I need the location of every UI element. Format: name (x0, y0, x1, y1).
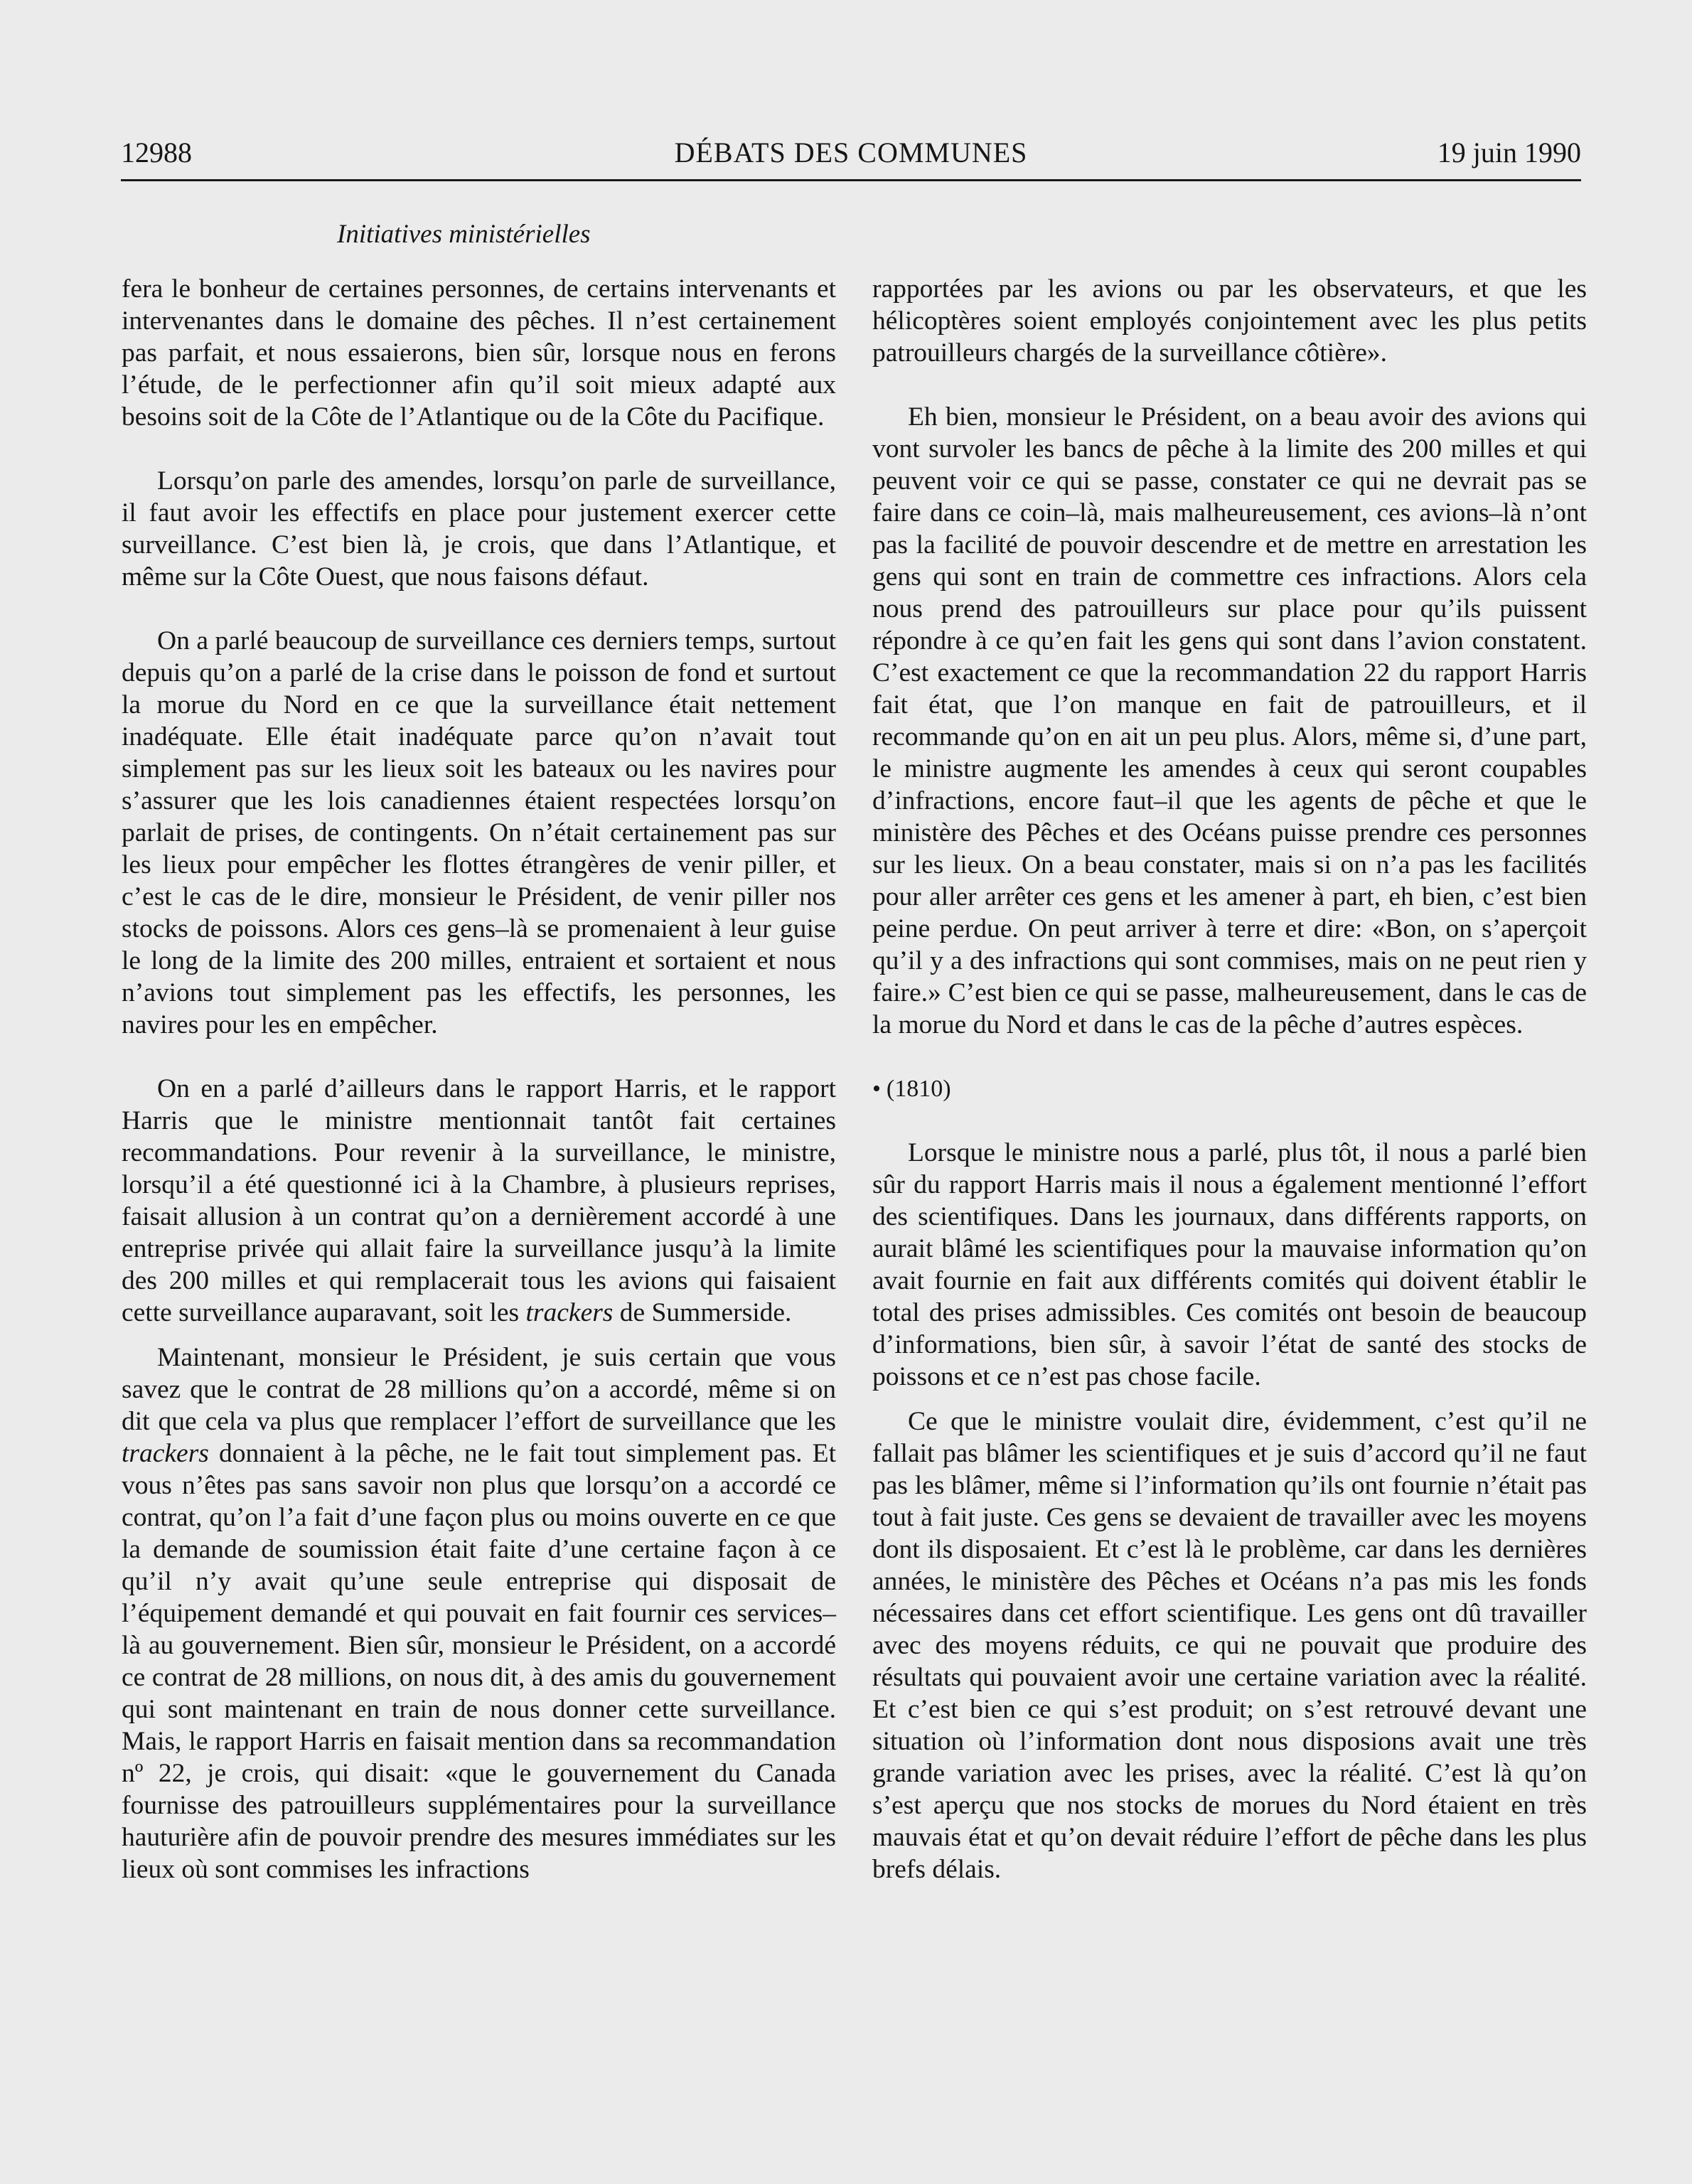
paragraph (122, 1073, 836, 1329)
paragraph (122, 1342, 836, 1885)
paragraph: Ce que le ministre voulait dire, évidemment, c’est qu’il ne fallait pas blâmer les scientifiques et je suis d’accord qu’il ne faut pas les blâmer, même si l’information qu’ils ont fournie n’était pas tout à fait juste. Ces gens se devaient de travailler avec les moyens dont ils disposaient. Et c’est là le problème, car dans les dernières années, le ministère des Pêches et Océans n’a pas mis les fonds nécessaires dans cet effort scientifique. Les gens ont dû travailler avec des moyens réduits, ce qui ne pouvait que produire des résultats qui pouvaient avoir une certaine variation avec la réalité. Et c’est bien ce qui s’est produit; on s’est retrouvé devant une situation où l’information dont nous disposions avait une très grande variation avec les prises, avec la réalité. C’est là qu’on s’est aperçu que nos stocks de morues du Nord étaient en très mauvais état et qu’on devait réduire l’effort de pêche dans les plus brefs délais. (872, 1407, 1587, 1884)
paragraph-text: On en a parlé d’ailleurs dans le rapport Harris, et le rapport Harris que le ministre mentionnait tantôt fait certaines recommandations. Pour revenir à la surveillance, le ministre, lorsqu’il a été questionné ici à la Chambre, à plusieurs reprises, faisait allusion à un contrat qu’on a dernièrement accordé à une entreprise privée qui allait faire la surveillance jusqu’à la limite des 200 milles et qui remplacerait tous les avions qui faisaient cette surveillance auparavant, soit les (122, 1074, 836, 1327)
bullet-icon: • (872, 1076, 881, 1102)
paragraph: Lorsque le ministre nous a parlé, plus tôt, il nous a parlé bien sûr du rapport Harris mais il nous a également mentionné l’effort des scientifiques. Dans les journaux, dans différents rapports, on aurait blâmé les scientifiques pour la mauvaise information qu’on avait fournie en fait aux différents comités qui doivent établir le total des prises admissibles. Ces comités ont besoin de beaucoup d’informations, bien sûr, à savoir l’état de santé des stocks de poissons et ce n’est pas chose facile. (872, 1138, 1587, 1391)
paragraph: Lorsqu’on parle des amendes, lorsqu’on parle de surveillance, il faut avoir les effectifs en place pour justement exercer cette surveillance. C’est bien là, je crois, que dans l’Atlantique, et même sur la Côte Ouest, que nous faisons défaut. (122, 466, 836, 592)
paragraph: rapportées par les avions ou par les observateurs, et que les hélicoptères soient employés conjointement avec les plus petits patrouilleurs chargés de la surveillance côtière». (872, 274, 1587, 368)
paragraph: fera le bonheur de certaines personnes, de certains intervenants et intervenantes dans le domaine des pêches. Il n’est certainement pas parfait, et nous essaierons, bien sûr, lorsque nous en ferons l’étude, de le perfectionner afin qu’il soit mieux adapté aux besoins soit de la Côte de l’Atlantique ou de la Côte du Pacifique. (122, 274, 836, 432)
header-rule (121, 179, 1581, 181)
paragraph-text: de Summerside. (613, 1298, 792, 1327)
journal-title: DÉBATS DES COMMUNES (674, 136, 1028, 168)
header-date: 19 juin 1990 (1437, 136, 1581, 168)
paragraph: Eh bien, monsieur le Président, on a beau avoir des avions qui vont survoler les bancs de pêche à la limite des 200 milles et qui peuvent voir ce qui se passe, constater ce qui ne devrait pas se faire dans ce coin–là, mais malheureusement, ces avions–là n’ont pas la facilité de pouvoir descendre et de mettre en arrestation les gens qui sont en train de commettre ces infractions. Alors cela nous prend des patrouilleurs sur place pour qu’ils puissent répondre à ce qu’en fait les gens qui sont dans l’avion constatent. C’est exactement ce que la recommandation 22 du rapport Harris fait état, que l’on manque en fait de patrouilleurs, et il recommande qu’on en ait un peu plus. Alors, même si, d’une part, le ministre augmente les amendes à ceux qui seront coupables d’infractions, encore faut–il que les agents de pêche et que le ministère des Pêches et des Océans puisse prendre ces personnes sur les lieux. On a beau constater, mais si on n’a pas les facilités pour aller arrêter ces gens et les amener à part, eh bien, c’est bien peine perdue. On peut arriver à terre et dire: «Bon, on s’aperçoit qu’il y a des infractions qui sont commises, mais on ne peut rien y faire.» C’est bien ce qui se passe, malheureusement, dans le cas de la morue du Nord et dans le cas de la pêche d’autres espèces. (872, 402, 1587, 1039)
section-label: Initiatives ministérielles (337, 220, 591, 249)
page-header (121, 135, 1581, 179)
paragraph-text: donnaient à la pêche, ne le fait tout simplement pas. Et vous n’êtes pas sans savoir non plus que lorsqu’on a accordé ce contrat, qu’on l’a fait d’une façon plus ou moins ouverte en ce que la demande de soumission était faite d’une certaine façon à ce qu’il n’y avait qu’une seule entreprise qui disposait de l’équipement demandé et qui pouvait en fait fournir ces services–là au gouvernement. Bien sûr, monsieur le Président, on a accordé ce contrat de 28 millions, on nous dit, à des amis du gouvernement qui sont maintenant en train de nous donner cette surveillance. Mais, le rapport Harris en faisait mention dans sa recommandation nº 22, je crois, qui disait: «que le gouvernement du Canada fournisse des patrouilleurs supplémentaires pour la surveillance hauturière afin de pouvoir prendre des mesures immédiates sur les lieux où sont commises les infractions (122, 1439, 836, 1884)
paragraph: On a parlé beaucoup de surveillance ces derniers temps, surtout depuis qu’on a parlé de la crise dans le poisson de fond et surtout la morue du Nord en ce que la surveillance était nettement inadéquate. Elle était inadéquate parce qu’on n’avait tout simplement pas sur les lieux soit les bateaux ou les navires pour s’assurer que les lois canadiennes étaient respectées lorsqu’on parlait de prises, de contingents. On n’était certainement pas sur les lieux pour empêcher les flottes étrangères de venir piller, et c’est le cas de le dire, monsieur le Président, de venir piller nos stocks de poissons. Alors ces gens–là se promenaient à leur guise le long de la limite des 200 milles, entraient et sortaient et nous n’avions tout simplement pas les effectifs, les personnes, les navires pour les en empêcher. (122, 626, 836, 1039)
time-marker (872, 1073, 1587, 1105)
italic-term: trackers (122, 1439, 209, 1468)
time-marker-text: (1810) (886, 1076, 951, 1102)
left-column (122, 273, 836, 1917)
italic-term: trackers (525, 1298, 614, 1327)
right-column (872, 273, 1587, 1917)
paragraph-text: Maintenant, monsieur le Président, je suis certain que vous savez que le contrat de 28 millions qu’on a accordé, même si on dit que cela va plus que remplacer l’effort de surveillance que les (122, 1343, 836, 1436)
page-number: 12988 (121, 136, 192, 168)
